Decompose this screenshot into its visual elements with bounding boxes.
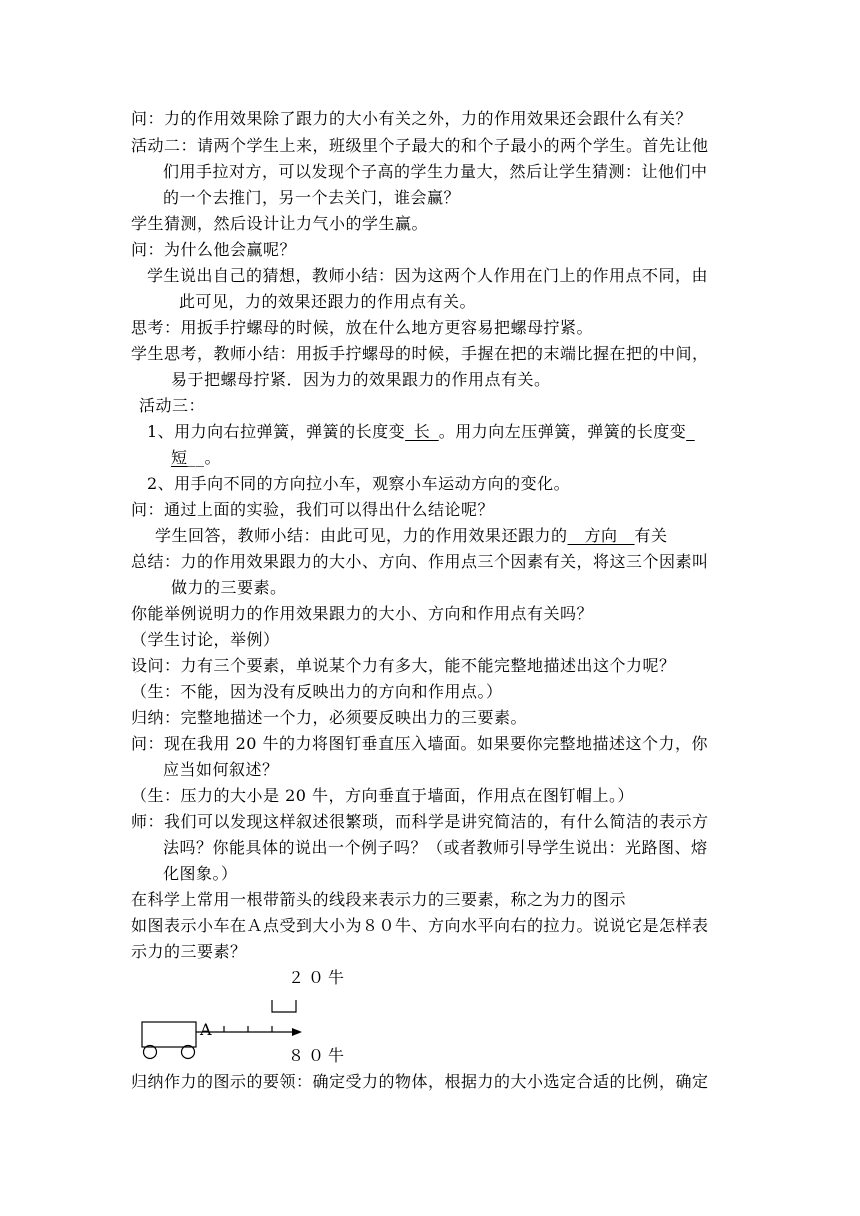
text-line: 做力的三要素。: [171, 578, 287, 597]
force-label: ８０牛: [288, 1046, 349, 1065]
activity-two-line: 活动二：请两个学生上来，班级里个子最大的和个子最小的两个学生。首先让他: [131, 136, 709, 155]
text-line: 法吗？你能具体的说出一个例子吗？（或者教师引导学生说出：光路图、熔: [163, 838, 708, 857]
text-line: 此可见，力的效果还跟力的作用点有关。: [179, 292, 477, 311]
summary-line: 总结：力的作用效果跟力的大小、方向、作用点三个因素有关，将这三个因素叫: [131, 552, 709, 571]
text-span: 学生回答，教师小结：由此可见，力的作用效果还跟力的: [155, 526, 568, 545]
thinking-line: 思考：用扳手拧螺母的时候，放在什么地方更容易把螺母拧紧。: [131, 318, 594, 337]
text-line: 应当如何叙述？: [163, 760, 279, 779]
text-line: 归纳作力的图示的要领：确定受力的物体，根据力的大小选定合适的比例，确定: [131, 1072, 709, 1091]
text-line: 在科学上常用一根带箭头的线段来表示力的三要素，称之为力的图示: [131, 890, 627, 909]
text-line: （生：不能，因为没有反映出力的方向和作用点。）: [131, 682, 503, 701]
text-line: 归纳：完整地描述一个力，必须要反映出力的三要素。: [131, 708, 528, 727]
text-line: 学生猜测，然后设计让力气小的学生赢。: [131, 214, 429, 233]
spring-line-cont: [171, 448, 221, 468]
question-line: 问：为什么他会赢呢？: [131, 240, 297, 259]
text-line: 示力的三要素？: [131, 942, 247, 961]
text-line: 师：我们可以发现这样叙述很繁琐，而科学是讲究简洁的，有什么简洁的表示方: [131, 812, 709, 831]
question-line: 问：通过上面的实验，我们可以得出什么结论呢？: [131, 500, 495, 519]
text-line: 的一个去推门，另一个去关门，谁会赢？: [163, 188, 461, 207]
answer-blank: _: [686, 422, 695, 441]
answer-blank: _长_: [405, 422, 439, 441]
text-span: 。用力向左压弹簧，弹簧的长度变: [438, 422, 687, 441]
text-line: 你能举例说明力的作用效果跟力的大小、方向和作用点有关吗？: [131, 604, 594, 623]
text-line: 易于把螺母拧紧．因为力的效果跟力的作用点有关。: [171, 370, 551, 389]
text-span: __。: [187, 448, 222, 467]
text-line: 们用手拉对方，可以发现个子高的学生力量大，然后让学生猜测：让他们中: [163, 162, 708, 181]
answer-blank: __方向__: [567, 526, 635, 545]
text-line: 学生说出自己的猜想，教师小结：因为这两个人作用在门上的作用点不同，由: [147, 266, 709, 285]
spring-line: [147, 422, 695, 442]
text-line: 学生思考，教师小结：用扳手拧螺母的时候，手握在把的末端比握在把的中间，: [131, 344, 709, 363]
question-line: 问：力的作用效果除了跟力的大小有关之外，力的作用效果还会跟什么有关？: [131, 109, 693, 128]
text-line: （生：压力的大小是 20 牛，方向垂直于墙面，作用点在图钉帽上。）: [131, 786, 635, 805]
scale-label: ２０牛: [288, 968, 349, 987]
point-a-label: A: [200, 1020, 212, 1039]
force-arrowhead: [292, 1028, 302, 1036]
text-line: 设问：力有三个要素，单说某个力有多大，能不能完整地描述出这个力呢？: [131, 656, 676, 675]
force-diagram-svg: [130, 960, 390, 1070]
cart-body: [142, 1022, 196, 1047]
activity-three-heading: 活动三：: [139, 396, 206, 415]
text-line: 2、用手向不同的方向拉小车，观察小车运动方向的变化。: [147, 474, 571, 493]
scale-bracket: [272, 1000, 296, 1012]
text-span: 有关: [634, 526, 668, 545]
force-diagram: [130, 960, 390, 1070]
answer-blank: 短: [171, 448, 188, 467]
question-line: 问：现在我用 20 牛的力将图钉垂直压入墙面。如果要你完整地描述这个力，你: [131, 734, 709, 753]
text-line: 如图表示小车在Ａ点受到大小为８０牛、方向水平向右的拉力。说说它是怎样表: [131, 916, 709, 935]
text-line: （学生讨论，举例）: [131, 630, 280, 649]
conclusion-line: [155, 526, 668, 546]
text-line: 化图象。）: [163, 864, 238, 883]
text-span: 1、用力向右拉弹簧，弹簧的长度变: [147, 422, 406, 441]
